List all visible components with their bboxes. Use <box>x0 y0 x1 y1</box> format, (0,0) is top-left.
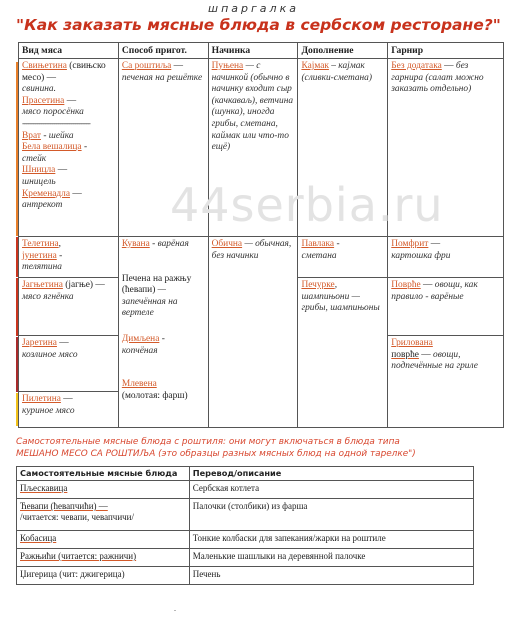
ru-translation: кајмак <box>338 61 365 71</box>
sr-word: Млевена <box>121 379 157 390</box>
sr-word: Кобасица <box>20 533 57 543</box>
text: , <box>58 239 62 249</box>
sr-word: Помфрит <box>391 239 429 249</box>
ru-translation: печеная на решётке <box>121 72 203 83</box>
note-line: Самостоятельные мясные блюда с роштиля: они могут включаться в блюда типа <box>16 437 400 447</box>
sr-word: Шницла <box>22 165 56 176</box>
ru-translation: мясо поросёнка <box>22 107 84 118</box>
grill-dishes-table <box>16 466 474 585</box>
dish-name <box>17 481 190 499</box>
cell-extra-sour-cream <box>298 237 388 278</box>
ru-translation: картошка фри <box>391 250 451 261</box>
sr-word: Димљена <box>121 333 160 344</box>
table-header-row <box>17 467 474 481</box>
ru-translation: варёная <box>157 239 189 249</box>
table-row <box>17 567 474 585</box>
separator: -------------------------------- <box>22 118 90 129</box>
table-row <box>17 531 474 549</box>
table-row <box>17 549 474 567</box>
dish-name: Џигерица (чит: джигерица) <box>17 567 190 585</box>
text: — <box>60 394 73 404</box>
ru-translation: свинина. <box>22 84 56 95</box>
text: — <box>441 61 456 71</box>
ru-translation: шейка <box>48 130 74 141</box>
cell-meat-veal <box>19 237 119 278</box>
ru-translation: антрекот <box>22 200 63 211</box>
cell-meat-lamb <box>19 278 119 336</box>
sr-word: Прасетина <box>22 95 65 106</box>
text: — <box>171 61 184 71</box>
col-header-extra: Дополнение <box>298 43 388 59</box>
page-title: "Как заказать мясные блюда в сербском ресторане?" <box>16 16 501 34</box>
cell-meat-chicken <box>19 392 119 428</box>
col-header-dish: Самостоятельные мясные блюда <box>17 467 190 481</box>
ru-translation: сметана <box>301 250 337 261</box>
sr-word: Кајмак <box>301 61 329 71</box>
sr-word: јунетина <box>22 250 57 261</box>
sr-word: Кременадла <box>22 188 70 199</box>
sr-word: поврће <box>391 349 419 360</box>
sr-word: Свињетина <box>22 61 67 71</box>
sr-word: Обична <box>211 239 243 249</box>
sr-word: Телетина <box>22 239 59 249</box>
sr-word: Без додатака <box>391 61 442 71</box>
sr-word: Печурке <box>301 280 335 290</box>
table-header-row <box>19 43 504 59</box>
cell-side-fries <box>388 237 504 278</box>
text: - <box>81 142 88 153</box>
ru-translation: козлиное мясо <box>22 349 78 360</box>
ru-translation: — с начинкой (обычно в начинку входит сыр (качкаваљ), ветчина (шунка), иногда грибы, сметана, каймак или что-то ещё) <box>211 61 294 153</box>
cell-side-none <box>388 59 504 237</box>
dish-desc: Палочки (столбики) из фарша <box>189 499 473 531</box>
dish-name <box>17 499 190 531</box>
ru-translation: стейк <box>22 153 47 164</box>
sr-word: Пљескавица <box>20 483 68 493</box>
ru-translation: , шампињони — грибы, шампињоны <box>301 280 380 314</box>
sr-word: Јагњетина <box>22 280 63 290</box>
sr-word: Грилована <box>391 338 433 348</box>
cell-extra-mushrooms <box>298 278 388 428</box>
text: — <box>56 338 69 348</box>
cell-side-grilled <box>388 336 504 428</box>
sr-phrase: Печена на ражњу (ћевапи) <box>121 273 192 296</box>
col-header-meat: Вид мяса <box>19 43 119 59</box>
text: — <box>418 349 433 360</box>
ru-translation: телятина <box>22 262 62 273</box>
text: — <box>55 165 68 176</box>
ru-translation: мясо ягнёнка <box>22 291 74 302</box>
stray-dot: . <box>174 604 176 613</box>
table-row <box>17 499 474 531</box>
sr-word: Пуњена <box>211 61 244 71</box>
ru-translation: (сливки-сметана) <box>301 72 372 83</box>
text: - <box>334 239 340 249</box>
ru-translation: — запечённая на вертеле <box>121 285 178 319</box>
table-row <box>19 59 504 237</box>
sr-word: Врат <box>22 130 41 141</box>
sr-word: Са роштиља <box>121 61 172 71</box>
cell-meat-goat <box>19 336 119 392</box>
text: — <box>428 239 441 249</box>
cell-filling-stuffed <box>208 59 298 237</box>
note-line: МЕШАНО МЕСО СА РОШТИЉА (это образцы разных мясных блюд на одной тарелке") <box>16 449 416 459</box>
sr-word: Павлака <box>301 239 335 249</box>
sr-word: Јаретина <box>22 338 57 348</box>
text: — <box>420 280 435 290</box>
cell-method-other <box>118 237 208 428</box>
sr-word: Бела вешалица <box>22 142 82 153</box>
sr-word: Пилетина <box>22 394 61 404</box>
sr-word: Ћевапи (ћевапчићи) — <box>20 501 108 511</box>
ru-translation: (молотая: фарш) <box>121 390 188 401</box>
cell-side-vegetables <box>388 278 504 336</box>
dish-name <box>17 531 190 549</box>
dish-desc: Печень <box>189 567 473 585</box>
col-header-filling: Начинка <box>208 43 298 59</box>
cell-extra-kajmak <box>298 59 388 237</box>
text: - <box>40 130 49 141</box>
dish-desc: Маленькие шашлыки на деревянной палочке <box>189 549 473 567</box>
dish-desc: Сербская котлета <box>189 481 473 499</box>
pronunciation: /читается: чевапи, чевапчичи/ <box>20 512 134 522</box>
cell-method-grill <box>118 59 208 237</box>
text: - <box>159 333 165 344</box>
text: — <box>64 95 77 106</box>
col-header-method: Способ пригот. <box>118 43 208 59</box>
text: (свињско месо) — <box>22 61 106 83</box>
ru-translation: копчёная <box>121 345 158 356</box>
ru-translation: шницель <box>22 176 56 187</box>
ru-translation: — обычная, без начинки <box>211 239 292 261</box>
text: - <box>56 250 63 261</box>
subtitle: шпаргалка <box>208 2 299 15</box>
col-header-translation: Перевод/описание <box>189 467 473 481</box>
dish-desc: Тонкие колбаски для запекания/жарки на роштиле <box>189 531 473 549</box>
dish-name <box>17 549 190 567</box>
table-row <box>19 237 504 278</box>
sr-word: Поврће <box>391 280 421 290</box>
ru-translation: овощи, как правило - варёные <box>391 280 478 302</box>
sr-word: Ражњићи (читается: ражничи) <box>20 551 137 561</box>
text: (јагње) — <box>62 280 105 290</box>
ru-translation: куриное мясо <box>22 405 75 416</box>
text: – <box>328 61 339 71</box>
cell-filling-plain <box>208 237 298 428</box>
sr-word: Кувана <box>121 239 150 249</box>
cell-meat-pork <box>19 59 119 237</box>
ru-translation: без гарнира (салат можно заказать отдельно) <box>391 61 484 95</box>
text: - <box>149 239 158 249</box>
table-row <box>17 481 474 499</box>
meat-order-table <box>18 42 504 428</box>
text: — <box>69 188 82 199</box>
grill-dishes-note <box>16 436 506 460</box>
col-header-side: Гарнир <box>388 43 504 59</box>
ru-translation: овощи, подпечённые на гриле <box>391 349 478 372</box>
watermark: 44serbia.ru <box>170 178 444 232</box>
